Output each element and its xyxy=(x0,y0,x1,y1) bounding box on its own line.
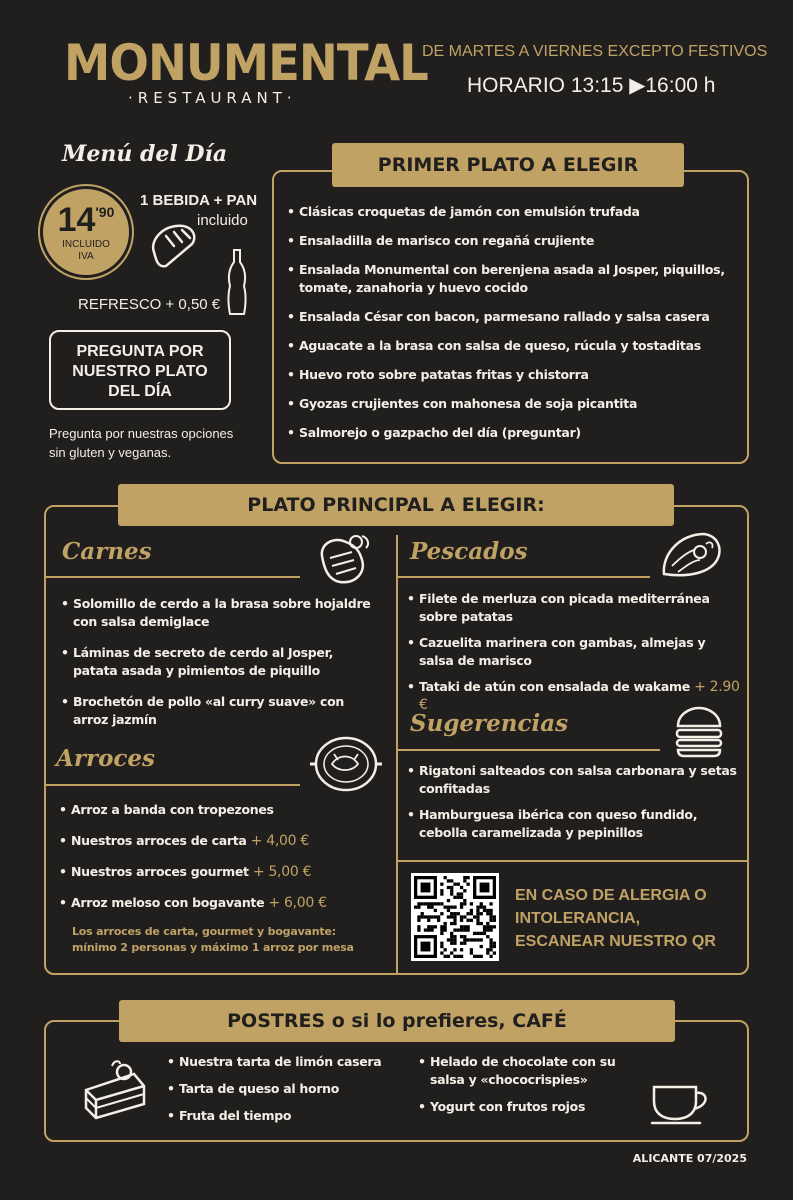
menu-item-text: Tataki de atún con ensalada de wakame xyxy=(419,679,690,694)
drink-bread-label: 1 BEBIDA + PAN xyxy=(140,192,258,209)
menu-item xyxy=(407,590,742,626)
price-note: INCLUIDO IVA xyxy=(62,239,110,262)
menu-title: Menú del Día xyxy=(62,141,228,167)
principal-divider xyxy=(396,535,398,975)
refresco-label: REFRESCO + 0,50 € xyxy=(78,296,221,313)
menu-item-supplement: + 6,00 € xyxy=(264,895,327,911)
carnes-title: Carnes xyxy=(62,538,152,565)
dietary-options: Pregunta por nuestras opciones sin gluten y veganas. xyxy=(49,426,234,460)
qr-icon xyxy=(414,876,496,958)
postres-list-1 xyxy=(167,1053,397,1134)
menu-item: • Tarta de queso al horno xyxy=(167,1080,397,1098)
primer-plato-title: PRIMER PLATO A ELEGIR xyxy=(332,143,684,187)
menu-item-supplement: + 2.90 € xyxy=(419,679,740,713)
menu-item xyxy=(59,894,389,912)
price-badge xyxy=(40,186,132,278)
menu-item: • Salmorejo o gazpacho del día (preguntar) xyxy=(287,424,737,442)
primer-plato-list xyxy=(287,203,737,453)
brand-logo: MONUMENTAL xyxy=(64,34,428,92)
ask-plate-box xyxy=(49,330,231,410)
steak-icon xyxy=(316,532,376,588)
menu-item-text: Arroz meloso con bogavante xyxy=(71,895,265,910)
pescados-list xyxy=(407,590,742,722)
menu-item-text: Nuestros arroces gourmet xyxy=(71,864,249,879)
carnes-underline xyxy=(44,576,300,578)
menu-item-text: Nuestros arroces de carta xyxy=(71,833,247,848)
menu-item: • Hamburguesa ibérica con queso fundido, cebolla caramelizada y pepinillos xyxy=(407,806,742,842)
price-value: $14^{'90}$ xyxy=(57,201,115,239)
ask-plate-text: PREGUNTA POR NUESTRO PLATO DEL DÍA xyxy=(72,343,208,400)
menu-item: • Huevo roto sobre patatas fritas y chistorra xyxy=(287,366,737,384)
allergy-qr-code[interactable] xyxy=(411,873,499,961)
postres-list-2 xyxy=(418,1053,628,1125)
footer-location-date: ALICANTE 07/2025 xyxy=(632,1152,747,1165)
menu-item: • Yogurt con frutos rojos xyxy=(418,1098,628,1116)
menu-item: • Helado de chocolate con su salsa y «chococrispies» xyxy=(418,1053,628,1089)
arroces-underline xyxy=(44,784,300,786)
menu-item-supplement: + 5,00 € xyxy=(248,864,312,880)
menu-item: • Nuestra tarta de limón casera xyxy=(167,1053,397,1071)
postres-title: POSTRES o si lo prefieres, CAFÉ xyxy=(119,1000,675,1042)
schedule-hours: HORARIO 13:15 ▶16:00 h xyxy=(467,74,716,97)
sugerencias-list xyxy=(407,762,742,850)
menu-item: • Brochetón de pollo «al curry suave» con arroz jazmín xyxy=(61,693,381,729)
sugerencias-title: Sugerencias xyxy=(410,710,569,737)
bottle-icon xyxy=(226,248,248,316)
menu-item xyxy=(59,801,389,819)
arroces-list xyxy=(59,801,389,925)
menu-item: • Ensalada Monumental con berenjena asada al Josper, piquillos, tomate, zanahoria y huevo cocido xyxy=(287,261,737,297)
sugerencias-underline xyxy=(398,749,660,751)
menu-item: • Láminas de secreto de cerdo al Josper, patata asada y pimientos de piquillo xyxy=(61,644,381,680)
schedule-days: DE MARTES A VIERNES EXCEPTO FESTIVOS xyxy=(422,43,768,60)
fish-steak-icon xyxy=(660,530,724,582)
menu-item: • Ensaladilla de marisco con regañá crujiente xyxy=(287,232,737,250)
menu-item: • Clásicas croquetas de jamón con emulsión trufada xyxy=(287,203,737,221)
cake-icon xyxy=(82,1060,148,1122)
pescados-title: Pescados xyxy=(410,538,528,565)
menu-item-text: Cazuelita marinera con gambas, almejas y salsa de marisco xyxy=(419,635,706,668)
arroces-title: Arroces xyxy=(56,745,156,772)
menu-item-supplement: + 4,00 € xyxy=(246,833,309,849)
menu-item: • Ensalada César con bacon, parmesano rallado y salsa casera xyxy=(287,308,737,326)
menu-item: • Solomillo de cerdo a la brasa sobre hojaldre con salsa demiglace xyxy=(61,595,381,631)
menu-item-text: Arroz a banda con tropezones xyxy=(71,802,274,817)
menu-item: • Fruta del tiempo xyxy=(167,1107,397,1125)
qr-divider xyxy=(396,860,749,862)
menu-item: • Rigatoni salteados con salsa carbonara y setas confitadas xyxy=(407,762,742,798)
menu-item: • Aguacate a la brasa con salsa de queso, rúcula y tostaditas xyxy=(287,337,737,355)
allergy-notice: EN CASO DE ALERGIA O INTOLERANCIA, ESCANEAR NUESTRO QR xyxy=(515,887,716,950)
bread-icon xyxy=(148,222,200,270)
menu-item xyxy=(59,863,389,881)
brand-subtitle: ·RESTAURANT· xyxy=(128,89,297,107)
carnes-list xyxy=(61,595,381,742)
plato-principal-title: PLATO PRINCIPAL A ELEGIR: xyxy=(118,484,674,526)
menu-item xyxy=(407,634,742,670)
paella-icon xyxy=(308,734,384,794)
burger-icon xyxy=(674,706,724,758)
arroces-note: Los arroces de carta, gourmet y bogavante: mínimo 2 personas y máximo 1 arroz por mesa xyxy=(72,925,354,954)
coffee-cup-icon xyxy=(650,1083,714,1125)
included-label: incluido xyxy=(197,212,248,229)
menu-item: • Gyozas crujientes con mahonesa de soja picantita xyxy=(287,395,737,413)
menu-item xyxy=(59,832,389,850)
menu-item-text: Filete de merluza con picada mediterránea sobre patatas xyxy=(419,591,710,624)
pescados-underline xyxy=(398,576,650,578)
